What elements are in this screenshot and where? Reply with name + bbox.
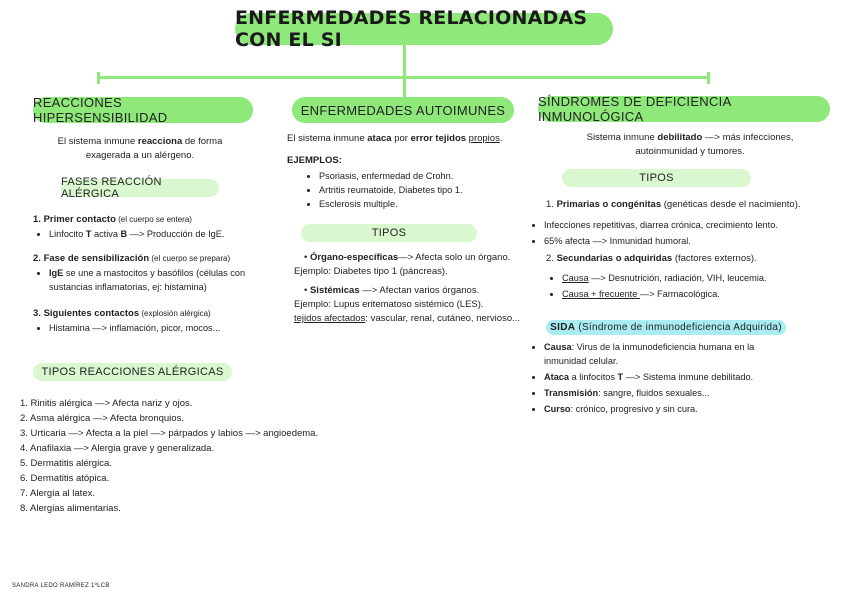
ejemplos-title: EJEMPLOS: (287, 155, 342, 166)
list-item: • Ataca a linfocitos T —> Sistema inmune debilitado. (544, 370, 838, 384)
list-item: • Causa + frecuente —> Farmacológica. (562, 287, 836, 301)
connector-vertical (403, 45, 406, 98)
connector-horizontal (97, 76, 710, 79)
header-autoimunes: ENFERMEDADES AUTOIMUNES (292, 97, 514, 123)
list-item: • 65% afecta —> Inmunidad humoral. (544, 234, 838, 248)
secundarias-list (546, 271, 836, 301)
list-item: 4. Anafilaxia —> Alergia grave y generalizada. (20, 443, 215, 454)
connector-right (707, 72, 710, 84)
connector-left (97, 72, 100, 84)
header-hipersensibilidad: REACCIONES HIPERSENSIBILIDAD (33, 97, 253, 123)
list-item: • Linfocito T activa B —> Producción de IgE. (49, 227, 293, 241)
col2-tipos-title: TIPOS (301, 224, 477, 242)
list-item: 3. Urticaria —> Afecta a la piel —> párpados y labios —> angioedema. (20, 428, 319, 439)
fase-3: 3. Siguientes contactos (explosión alérgica) • Histamina —> inflamación, picor, mocos... (33, 307, 293, 335)
list-item: 5. Dermatitis alérgica. (20, 458, 112, 469)
list-item: • Causa: Virus de la inmunodeficiencia humana en la inmunidad celular. (544, 340, 838, 368)
fases-title: FASES REACCIÓN ALÉRGICA (61, 179, 219, 197)
tipos-reacciones-title: TIPOS REACCIONES ALÉRGICAS (33, 363, 232, 381)
list-item: • Transmisión: sangre, fluidos sexuales... (544, 386, 838, 400)
col1-intro: El sistema inmune reacciona de forma exagerada a un alérgeno. (57, 136, 223, 161)
list-item: 1. Rinitis alérgica —> Afecta nariz y ojos. (20, 398, 193, 409)
ejemplos-list (303, 169, 523, 211)
list-item: 8. Alergias alimentarias. (20, 503, 121, 514)
list-item: • Curso: crónico, progresivo y sin cura. (544, 402, 838, 416)
primarias: 1. Primarias o congénitas (genéticas desde el nacimiento). (546, 199, 801, 210)
col3-intro: Sistema inmune debilitado —> más infecciones, autoinmunidad y tumores. (586, 132, 794, 157)
title-banner (235, 7, 613, 51)
fase-2: 2. Fase de sensibilización (el cuerpo se prepara) • IgE se une a mastocitos y basófilos (células con sustancias inflamatorias, ej: histamina) (33, 252, 293, 294)
secundarias: 2. Secundarias o adquiridas (factores externos). (546, 253, 757, 264)
col2-intro: El sistema inmune ataca por error tejidos propios. (287, 133, 503, 144)
list-item: • Histamina —> inflamación, picor, mocos... (49, 321, 293, 335)
sida-title: SIDA (Síndrome de inmunodeficiencia Adquirida) (546, 320, 786, 335)
list-item: 6. Dermatitis atópica. (20, 473, 110, 484)
col2-tipos-content: • Órgano-específicas—> Afecta solo un órgano. Ejemplo: Diabetes tipo 1 (páncreas). • Sistémicas —> Afectan varios órganos. Ejemplo: Lupus eritematoso sistémico (LES). tejidos afectados: vascular, renal, cutáneo, nervioso... (294, 252, 521, 324)
list-item: • Causa —> Desnutrición, radiación, VIH, leucemia. (562, 271, 836, 285)
header-deficiencia: SÍNDROMES DE DEFICIENCIA INMUNOLÓGICA (538, 96, 830, 122)
list-item: 7. Alergia al latex. (20, 488, 95, 499)
list-item: • IgE se une a mastocitos y basófilos (células con sustancias inflamatorias, ej: histamina) (49, 266, 293, 294)
list-item: 2. Asma alérgica —> Afecta bronquios. (20, 413, 184, 424)
fase-1: 1. Primer contacto (el cuerpo se entera) • Linfocito T activa B —> Producción de IgE. (33, 213, 293, 241)
page-title: ENFERMEDADES RELACIONADAS CON EL SI (235, 7, 588, 51)
sida-list (528, 340, 838, 416)
list-item: • Artritis reumatoide, Diabetes tipo 1. (319, 183, 523, 197)
primarias-list (528, 218, 838, 248)
tipos-reacciones-list (20, 396, 380, 516)
list-item: • Infecciones repetitivas, diarrea crónica, crecimiento lento. (544, 218, 838, 232)
col3-tipos-title: TIPOS (562, 169, 751, 187)
list-item: • Psoriasis, enfermedad de Crohn. (319, 169, 523, 183)
list-item: • Esclerosis multiple. (319, 197, 523, 211)
author-footer: SANDRA LEDO RAMÍREZ 1ºLCB (12, 583, 110, 589)
